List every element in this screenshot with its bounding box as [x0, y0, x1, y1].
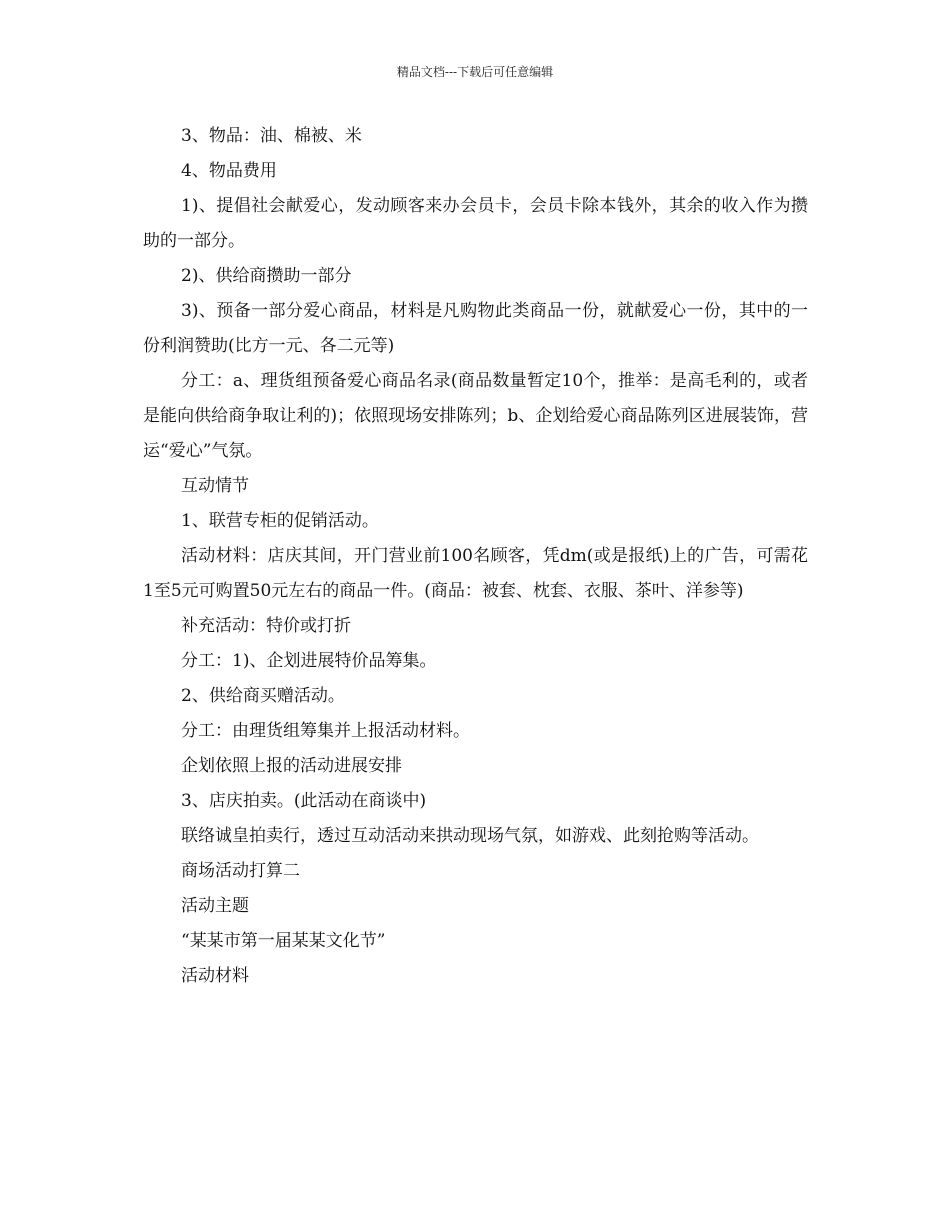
paragraph: “某某市第一届某某文化节” — [181, 931, 386, 951]
paragraph: 4、物品费用 — [181, 161, 277, 181]
paragraph: 活动材料：店庆其间，开门营业前100名顾客，凭dm(或是报纸)上的广告，可需花1至5元可购置50元左右的商品一件。(商品：被套、枕套、衣服、茶叶、洋参等) — [143, 546, 808, 601]
page-header: 精品文档---下载后可任意编辑 — [396, 65, 554, 79]
paragraph: 3)、预备一部分爱心商品，材料是凡购物此类商品一份，就献爱心一份，其中的一份利润赞助(比方一元、各二元等) — [143, 301, 808, 356]
paragraph: 商场活动打算二 — [181, 861, 300, 881]
paragraph: 3、店庆拍卖。(此活动在商谈中) — [181, 791, 427, 811]
paragraph: 1)、提倡社会献爱心，发动顾客来办会员卡，会员卡除本钱外，其余的收入作为攒助的一部分。 — [143, 196, 808, 251]
paragraph: 补充活动：特价或打折 — [181, 616, 351, 636]
paragraph: 分工：由理货组筹集并上报活动材料。 — [181, 721, 470, 741]
paragraph: 分工：a、理货组预备爱心商品名录(商品数量暂定10个，推举：是高毛利的，或者是能向供给商争取让利的)；依照现场安排陈列；b、企划给爱心商品陈列区进展装饰，营运“爱心”气氛。 — [143, 371, 808, 461]
paragraph: 企划依照上报的活动进展安排 — [181, 756, 402, 776]
paragraph: 2)、供给商攒助一部分 — [181, 266, 352, 286]
paragraph: 互动情节 — [181, 476, 249, 496]
paragraph: 3、物品：油、棉被、米 — [181, 126, 362, 146]
paragraph: 活动主题 — [181, 896, 249, 916]
paragraph: 2、供给商买赠活动。 — [181, 686, 345, 706]
paragraph: 1、联营专柜的促销活动。 — [181, 511, 379, 531]
document-body — [143, 119, 808, 994]
paragraph: 分工：1)、企划进展特价品筹集。 — [181, 651, 437, 671]
paragraph: 联络诚皇拍卖行，透过互动活动来拱动现场气氛，如游戏、此刻抢购等活动。 — [181, 826, 759, 846]
paragraph: 活动材料 — [181, 966, 249, 986]
